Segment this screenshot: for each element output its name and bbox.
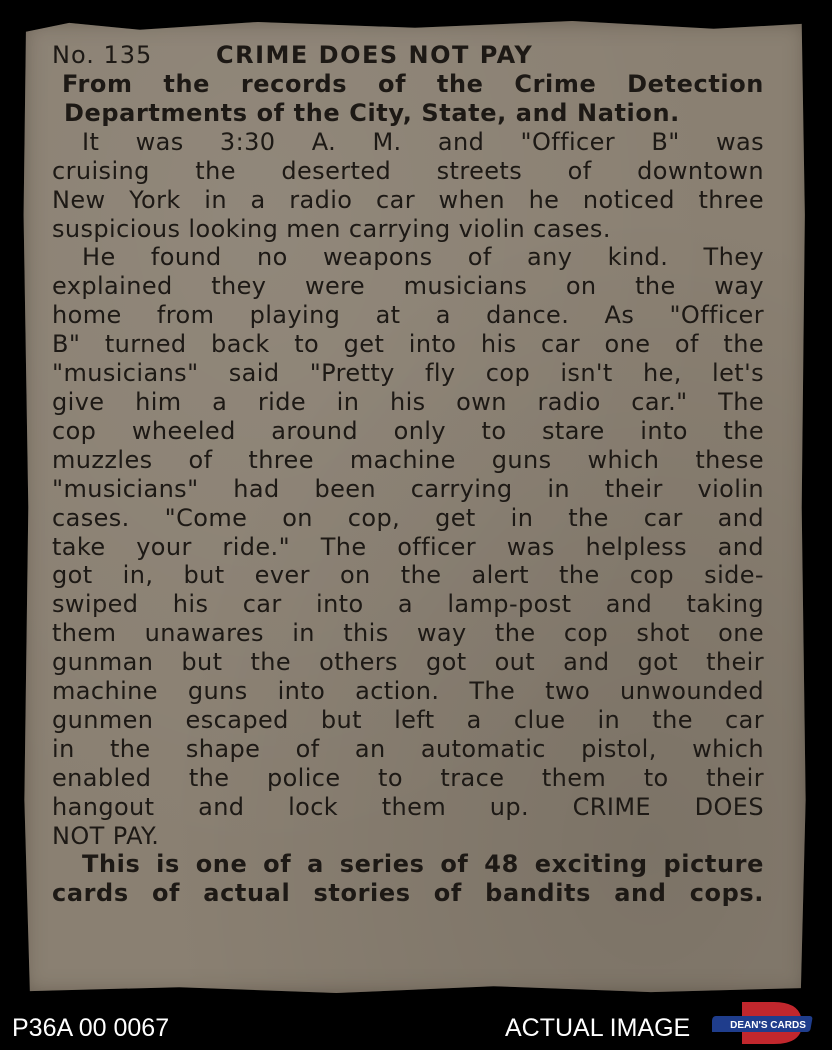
story-line: He found no weapons of any kind. They [82,243,764,272]
actual-image-label: ACTUAL IMAGE [505,1014,691,1042]
story-line: suspicious looking men carrying violin cases. [52,214,611,243]
card-header [52,40,764,70]
story-line: hangout and lock them up. CRIME DOES [52,792,764,821]
story-line: gunmen escaped but left a clue in the car [52,705,764,734]
story-line: New York in a radio car when he noticed three [52,185,764,214]
story-line: B" turned back to get into his car one of the [52,330,764,359]
card-text-block [52,40,764,908]
story-line: home from playing at a dance. As "Officer [52,301,764,330]
cert-id: P36A 00 0067 [12,1014,170,1042]
intro-line: From the records of the Crime Detection [62,70,764,98]
story-line: muzzles of three machine guns which these [52,445,764,474]
story-line: explained they were musicians on the way [52,272,764,301]
card-number: No. 135 [52,41,153,69]
story-line: cop wheeled around only to stare into the [52,416,764,445]
story-line: cases. "Come on cop, get in the car and [52,503,764,532]
story-line: give him a ride in his own radio car." The [52,387,764,416]
story-line: "musicians" said "Pretty fly cop isn't he, let's [52,359,764,388]
series-line: cards of actual stories of bandits and cops. [52,879,764,908]
intro-line: Departments of the City, State, and Nation. [64,98,680,127]
card-title: CRIME DOES NOT PAY [216,41,534,69]
story-line: cruising the deserted streets of downtown [52,156,764,185]
logo-text: DEAN'S CARDS [730,1020,806,1031]
story-line: take your ride." The officer was helpless and [52,532,764,561]
series-line: This is one of a series of 48 exciting picture [82,850,764,879]
story-line: swiped his car into a lamp-post and taking [52,590,764,619]
footer-bar [0,1008,832,1050]
story-line: got in, but ever on the alert the cop side- [52,561,764,590]
story-line: It was 3:30 A. M. and "Officer B" was [82,127,764,156]
story-line: NOT PAY. [52,821,160,850]
story-line: gunman but the others got out and got their [52,648,764,677]
story-line: them unawares in this way the cop shot one [52,619,764,648]
story-line: "musicians" had been carrying in their violin [52,474,764,503]
story-line: machine guns into action. The two unwounded [52,677,764,706]
deans-cards-logo [712,998,820,1046]
story-line: in the shape of an automatic pistol, which [52,734,764,763]
story-line: enabled the police to trace them to their [52,763,764,792]
